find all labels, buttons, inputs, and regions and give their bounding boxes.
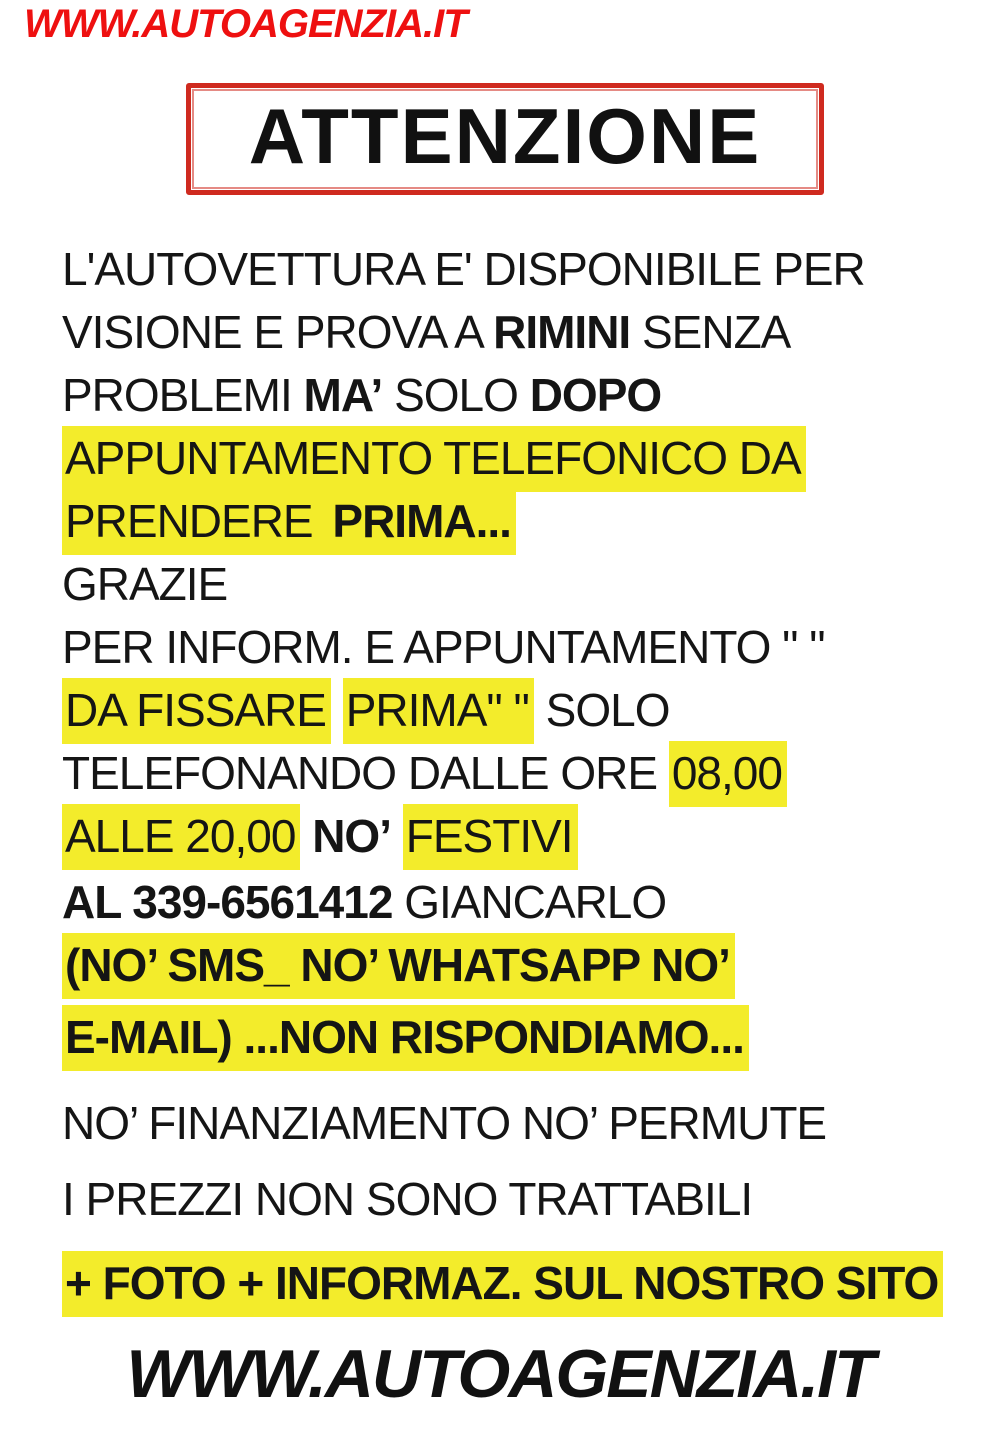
notice-line	[62, 1169, 970, 1229]
text-segment: SOLO	[382, 369, 530, 421]
text-segment: SENZA	[630, 306, 791, 358]
notice-line	[62, 935, 970, 995]
footer-website-url: WWW.AUTOAGENZIA.IT	[126, 1336, 874, 1412]
notice-line	[62, 680, 970, 740]
notice-line	[62, 554, 970, 614]
notice-line	[62, 1093, 970, 1153]
text-segment	[391, 810, 403, 862]
text-segment	[300, 810, 312, 862]
header-website-url: WWW.AUTOAGENZIA.IT	[24, 2, 467, 46]
attention-title: ATTENZIONE	[248, 92, 762, 180]
attention-stamp-box	[186, 83, 824, 195]
text-segment: NO’	[312, 810, 391, 862]
highlighted-text: + FOTO + INFORMAZ. SUL NOSTRO SITO	[62, 1251, 943, 1317]
notice-body	[62, 239, 970, 1313]
text-segment	[331, 684, 343, 736]
text-segment: I PREZZI NON SONO TRATTABILI	[62, 1173, 753, 1225]
text-segment: RIMINI	[493, 306, 631, 358]
notice-line	[62, 491, 970, 551]
notice-line	[62, 1253, 970, 1313]
highlighted-text: APPUNTAMENTO TELEFONICO DA	[62, 426, 806, 492]
text-segment: GRAZIE	[62, 558, 228, 610]
highlighted-text: 08,00	[669, 741, 787, 807]
highlighted-text: DA FISSARE	[62, 678, 331, 744]
highlighted-text: FESTIVI	[403, 804, 578, 870]
notice-line	[62, 872, 970, 932]
text-segment: SOLO	[533, 684, 670, 736]
text-segment: PER INFORM. E APPUNTAMENTO " "	[62, 621, 825, 673]
notice-line	[62, 428, 970, 488]
text-segment: NO’ FINANZIAMENTO NO’ PERMUTE	[62, 1097, 827, 1149]
text-segment: TELEFONANDO DALLE ORE	[62, 747, 669, 799]
notice-line	[62, 302, 970, 362]
text-segment: GIANCARLO	[392, 876, 667, 928]
highlighted-text: PRENDERE	[62, 489, 329, 555]
highlighted-text: (NO’ SMS_ NO’ WHATSAPP NO’	[62, 933, 735, 999]
highlighted-text: E-MAIL) ...NON RISPONDIAMO...	[62, 1005, 749, 1071]
highlighted-text: PRIMA...	[329, 489, 516, 555]
highlighted-text: ALLE 20,00	[62, 804, 300, 870]
text-segment: MA’	[303, 369, 383, 421]
notice-line	[62, 1007, 970, 1067]
highlighted-text: PRIMA" "	[343, 678, 534, 744]
notice-line	[62, 617, 970, 677]
notice-line	[62, 806, 970, 866]
text-segment: VISIONE E PROVA A	[62, 306, 494, 358]
notice-line	[62, 365, 970, 425]
text-segment: PROBLEMI	[62, 369, 304, 421]
text-segment: AL 339-6561412	[62, 876, 393, 928]
text-segment: L'AUTOVETTURA E' DISPONIBILE PER	[62, 243, 865, 295]
text-segment: DOPO	[529, 369, 662, 421]
notice-line	[62, 743, 970, 803]
notice-line	[62, 239, 970, 299]
